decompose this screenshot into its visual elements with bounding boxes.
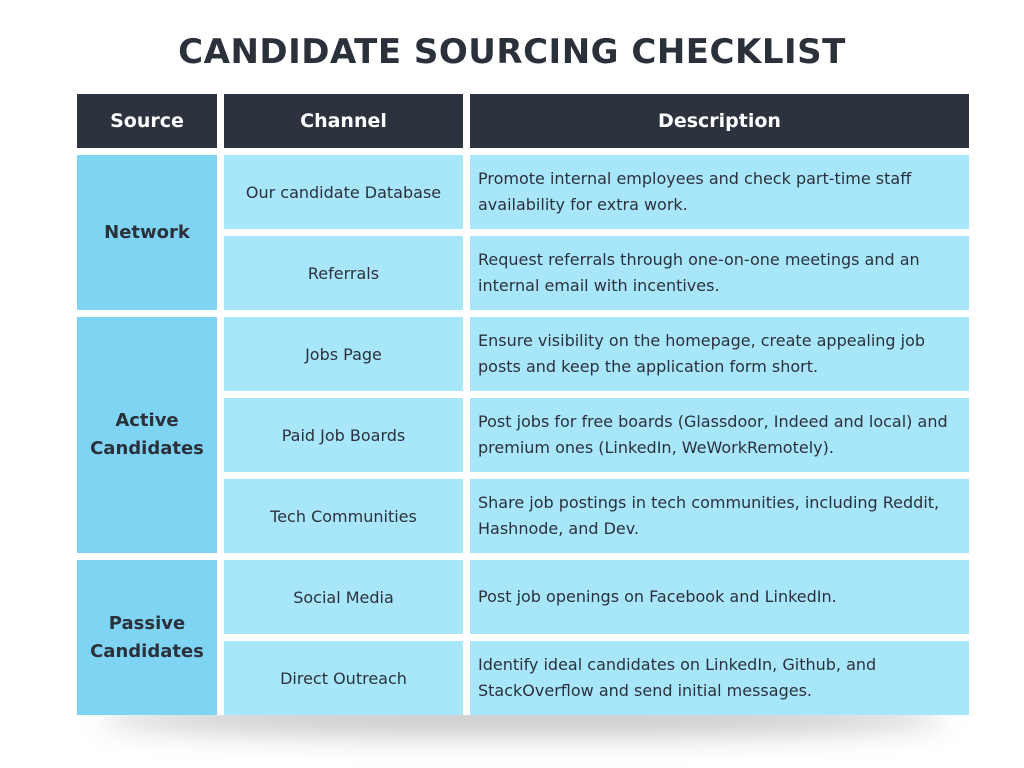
channel-cell: Our candidate Database [224,155,463,229]
description-cell: Share job postings in tech communities, including Reddit, Hashnode, and Dev. [470,479,969,553]
header-description: Description [470,94,969,148]
channel-cell: Direct Outreach [224,641,463,715]
source-network: Network [77,155,217,310]
source-active-candidates: Active Candidates [77,317,217,553]
description-cell: Request referrals through one-on-one meetings and an internal email with incentives. [470,236,969,310]
description-cell: Post job openings on Facebook and LinkedIn. [470,560,969,634]
channel-cell: Jobs Page [224,317,463,391]
header-source: Source [77,94,217,148]
source-passive-candidates: Passive Candidates [77,560,217,715]
channel-cell: Referrals [224,236,463,310]
channel-cell: Social Media [224,560,463,634]
description-cell: Ensure visibility on the homepage, create appealing job posts and keep the application form short. [470,317,969,391]
header-channel: Channel [224,94,463,148]
channel-cell: Paid Job Boards [224,398,463,472]
description-cell: Post jobs for free boards (Glassdoor, Indeed and local) and premium ones (LinkedIn, WeWorkRemotely). [470,398,969,472]
checklist-table [77,94,969,715]
page-title: CANDIDATE SOURCING CHECKLIST [178,32,846,72]
description-cell: Identify ideal candidates on LinkedIn, Github, and StackOverflow and send initial messages. [470,641,969,715]
description-cell: Promote internal employees and check part-time staff availability for extra work. [470,155,969,229]
channel-cell: Tech Communities [224,479,463,553]
